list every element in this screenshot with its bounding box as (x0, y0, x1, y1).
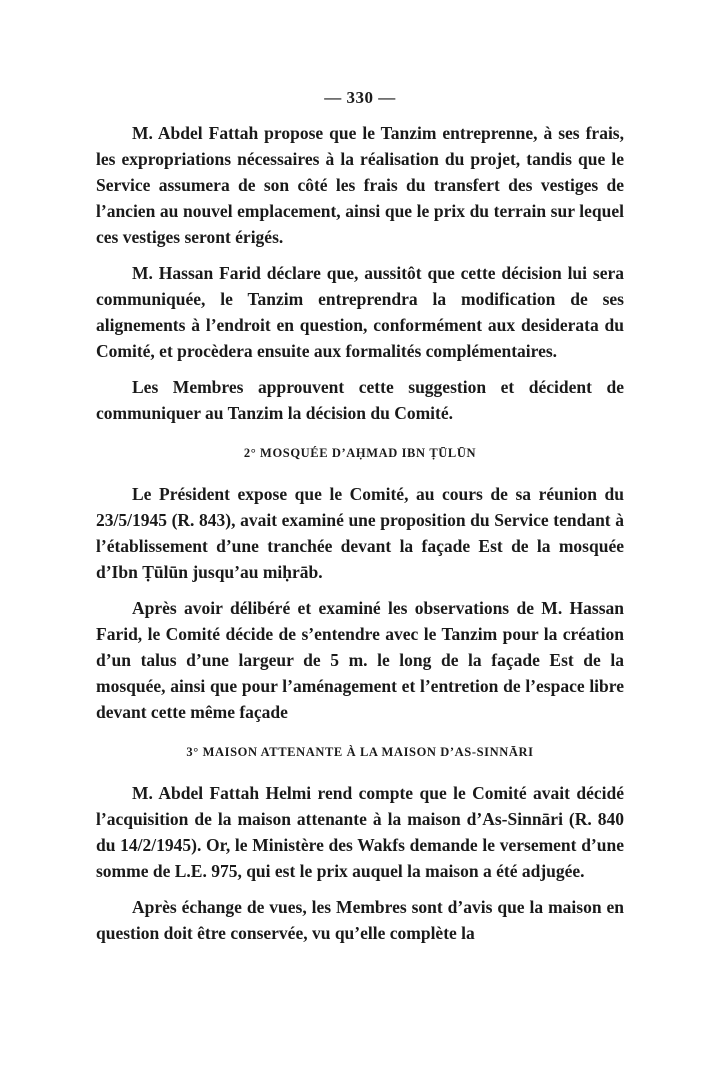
paragraph-4: Le Président expose que le Comité, au cours de sa réunion du 23/5/1945 (R. 843), avait examiné une proposition du Service tendant à l’établissement d’une tranchée devant la façade Est de la mosquée d’Ibn Ṭūlūn jusqu’au miḥrāb. (96, 484, 624, 582)
paragraph-7: Après échange de vues, les Membres sont d’avis que la maison en question doit être conservée, vu qu’elle complète la (96, 897, 624, 943)
paragraph-6: M. Abdel Fattah Helmi rend compte que le Comité avait décidé l’acquisition de la maison attenante à la maison d’As-Sinnāri (R. 840 du 14/2/1945). Or, le Ministère des Wakfs demande le versement d’une somme de L.E. 975, qui est le prix auquel la maison a été adjugée. (96, 783, 624, 881)
page-number: — 330 — (324, 88, 396, 107)
section-heading-mosque: 2° MOSQUÉE D’AḤMAD IBN ṬŪLŪN (243, 446, 477, 460)
paragraph-1: M. Abdel Fattah propose que le Tanzim entreprenne, à ses frais, les expropriations nécessaires à la réalisation du projet, tandis que le Service assumera de son côté les frais du transfert des vestiges de l’ancien au nouvel emplacement, ainsi que le prix du terrain sur lequel ces vestiges seront érigés. (96, 123, 624, 247)
section-heading-house: 3° MAISON ATTENANTE À LA MAISON D’AS-SINNĀRI (186, 745, 534, 759)
paragraph-2: M. Hassan Farid déclare que, aussitôt que cette décision lui sera communiquée, le Tanzim entreprendra la modification de ses alignements à l’endroit en question, conformément aux desiderata du Comité, et procèdera ensuite aux formalités complémentaires. (96, 263, 624, 361)
paragraph-3: Les Membres approuvent cette suggestion et décident de communiquer au Tanzim la décision du Comité. (96, 377, 624, 423)
paragraph-5: Après avoir délibéré et examiné les observations de M. Hassan Farid, le Comité décide de s’entendre avec le Tanzim pour la création d’un talus d’une largeur de 5 m. le long de la façade Est de la mosquée, ainsi que pour l’aménagement et l’entretion de l’espace libre devant cette même façade (96, 598, 624, 722)
